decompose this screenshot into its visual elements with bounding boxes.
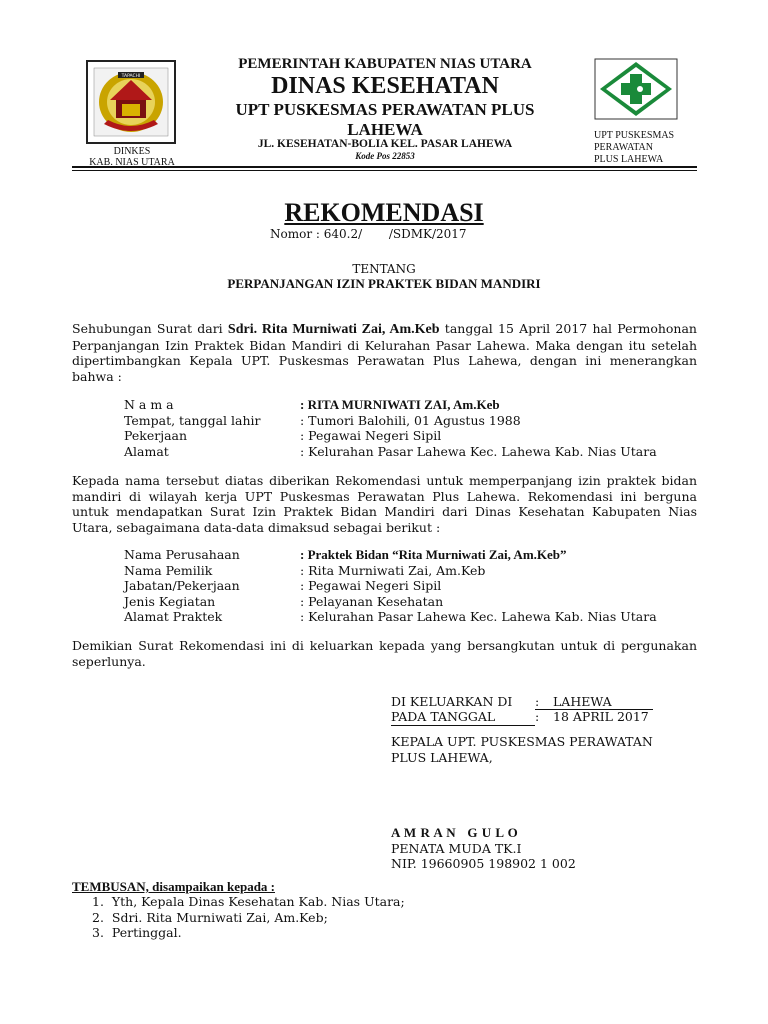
practice-value: : Praktek Bidan “Rita Murniwati Zai, Am.Keb”	[300, 547, 567, 562]
header-address: JL. KESEHATAN-BOLIA KEL. PASAR LAHEWA	[257, 138, 513, 150]
signer-nip: NIP. 19660905 198902 1 002	[391, 856, 576, 871]
right-caption-line3: PLUS LAHEWA	[594, 154, 664, 165]
signer-block	[391, 825, 711, 872]
intro-applicant: Sdri. Rita Murniwati Zai, Am.Keb	[227, 322, 440, 337]
header-department: DINAS KESEHATAN	[271, 73, 499, 99]
practice-value: : Kelurahan Pasar Lahewa Kec. Lahewa Kab. Nias Utara	[300, 609, 657, 624]
cc-item-1: 1. Yth, Kepala Dinas Kesehatan Kab. Nias Utara;	[92, 894, 405, 909]
signer-name: A M R A N G U L O	[391, 825, 519, 840]
header-rule-thin	[72, 170, 697, 171]
emblem-label: TAPACHI	[121, 74, 141, 79]
cc-list	[72, 894, 672, 942]
document-subject: PERPANJANGAN IZIN PRAKTEK BIDAN MANDIRI	[227, 276, 541, 291]
header-upt: UPT PUSKESMAS PERAWATAN PLUS	[235, 100, 535, 119]
health-cross-icon	[594, 58, 678, 120]
right-caption-line1: UPT PUSKESMAS	[594, 130, 675, 141]
document-title: REKOMENDASI	[284, 198, 484, 227]
person-label: Pekerjaan	[124, 428, 188, 443]
person-value: : RITA MURNIWATI ZAI, Am.Keb	[300, 397, 500, 412]
cc-block	[72, 879, 672, 942]
header-lahewa: LAHEWA	[347, 120, 423, 139]
signer-rank: PENATA MUDA TK.I	[391, 840, 522, 856]
practice-value: : Rita Murniwati Zai, Am.Keb	[300, 562, 486, 578]
person-value: : Tumori Balohili, 01 Agustus 1988	[300, 412, 521, 428]
cc-item-text: Yth, Kepala Dinas Kesehatan Kab. Nias Utara;	[111, 894, 405, 909]
cc-item-text: Pertinggal.	[111, 925, 182, 940]
issued-date-value: 18 APRIL 2017	[553, 709, 649, 724]
right-caption	[594, 130, 714, 166]
left-caption-line2: KAB. NIAS UTARA	[89, 157, 175, 168]
practice-details	[0, 547, 768, 627]
person-value: : Pegawai Negeri Sipil	[300, 428, 442, 443]
header-rule	[72, 166, 697, 168]
cc-item-2: 2. Sdri. Rita Murniwati Zai, Am.Keb;	[92, 909, 328, 925]
practice-label: Nama Perusahaan	[124, 547, 240, 562]
issued-place-value: LAHEWA	[553, 694, 612, 709]
practice-label: Jenis Kegiatan	[124, 593, 216, 609]
person-label: Alamat	[124, 443, 169, 459]
cc-item-3: 3. Pertinggal.	[92, 925, 182, 940]
intro-post: tanggal 15 April 2017 hal Permohonan Perpanjangan Izin Praktek Bidan Mandiri di Kelurahan Pasar Lahewa. Maka dengan itu setelah dipertimbangkan Kepala UPT. Puskesmas Perawatan Plus Lahewa, dengan ini menerangkan bahwa :	[72, 321, 697, 384]
header-government: PEMERINTAH KABUPATEN NIAS UTARA	[238, 56, 532, 72]
practice-label: Jabatan/Pekerjaan	[124, 578, 240, 593]
issued-place-sep: :	[535, 694, 540, 709]
practice-label: Alamat Praktek	[124, 609, 223, 624]
issue-block	[0, 694, 768, 728]
document-number: Nomor : 640.2/ /SDMK/2017	[270, 227, 467, 241]
recommendation-paragraph: Kepada nama tersebut diatas diberikan Rekomendasi untuk memperpanjang izin praktek bidan mandiri di wilayah kerja UPT Puskesmas Perawatan Plus Lahewa. Rekomendasi ini berguna untuk mendapatkan Surat Izin Praktek Bidan Mandiri dari Dinas Kesehatan Kabupaten Nias Utara, sebagaimana data-data dimaksud sebagai berikut :	[72, 473, 697, 535]
person-label: Tempat, tanggal lahir	[124, 412, 261, 428]
practice-value: : Pelayanan Kesehatan	[300, 593, 444, 609]
puskesmas-logo	[594, 58, 678, 120]
issued-date-sep: :	[535, 709, 540, 724]
person-details	[0, 397, 768, 461]
person-value: : Kelurahan Pasar Lahewa Kec. Lahewa Kab. Nias Utara	[300, 443, 657, 459]
issued-place-label: DI KELUARKAN DI	[391, 694, 513, 709]
cc-heading: TEMBUSAN, disampaikan kepada :	[72, 879, 275, 894]
issued-date-label: PADA TANGGAL	[391, 709, 535, 726]
signer-office	[391, 734, 711, 765]
right-caption-line2: PERAWATAN	[594, 142, 653, 153]
person-label: N a m a	[124, 397, 174, 412]
header-postcode: Kode Pos 22853	[355, 151, 415, 161]
practice-label: Nama Pemilik	[124, 562, 213, 578]
title-block	[0, 198, 768, 228]
closing-paragraph: Demikian Surat Rekomendasi ini di keluarkan kepada yang bersangkutan untuk di pergunakan seperlunya.	[72, 638, 697, 669]
signer-office-line2: PLUS LAHEWA,	[391, 749, 493, 765]
signer-office-line1: KEPALA UPT. PUSKESMAS PERAWATAN	[391, 734, 653, 749]
tentang-label: TENTANG	[352, 262, 416, 276]
intro-paragraph	[72, 321, 697, 384]
practice-value: : Pegawai Negeri Sipil	[300, 578, 442, 593]
intro-pre: Sehubungan Surat dari	[72, 321, 228, 336]
left-caption-line1: DINKES	[113, 146, 151, 157]
cc-item-text: Sdri. Rita Murniwati Zai, Am.Keb;	[111, 909, 328, 925]
